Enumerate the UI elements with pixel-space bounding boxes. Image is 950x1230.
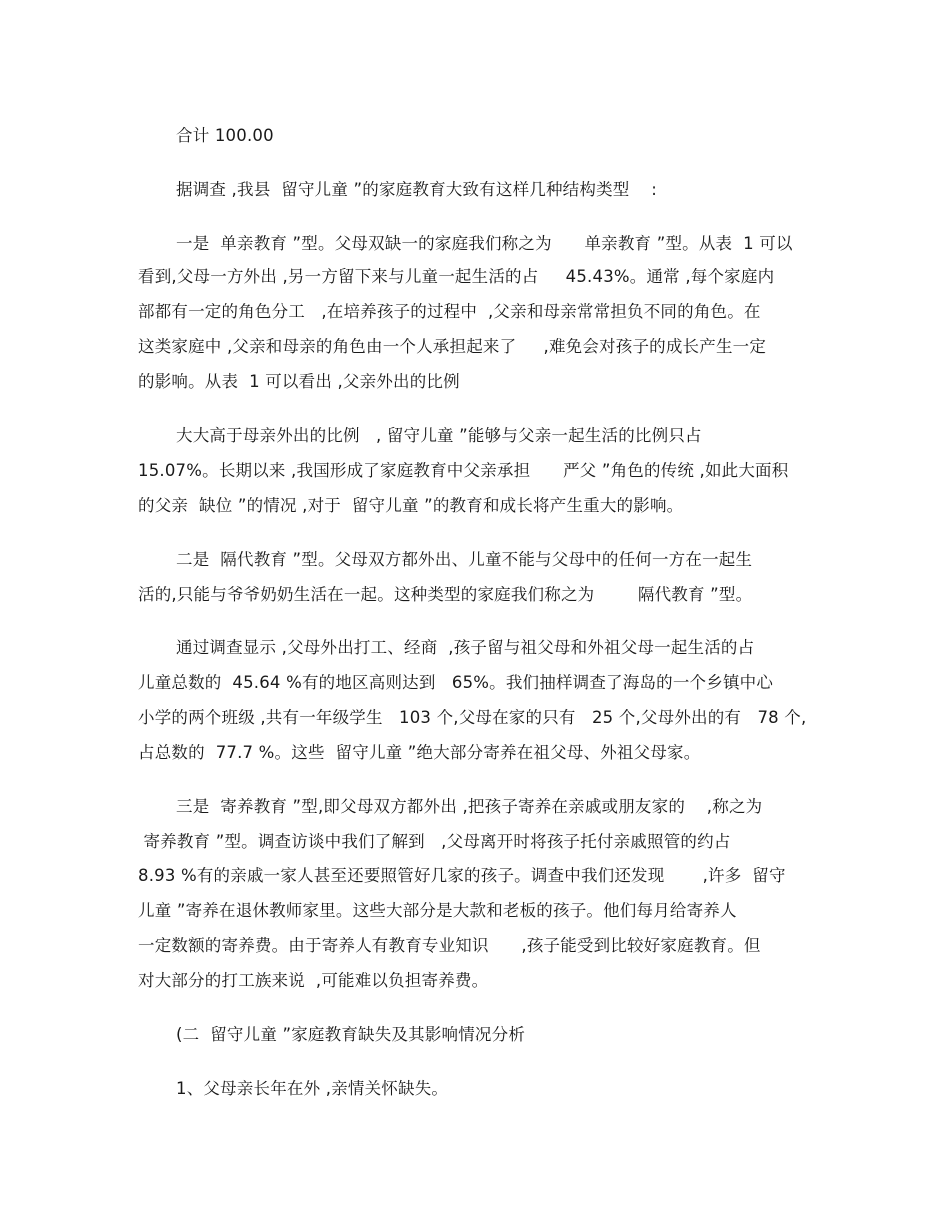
paragraph-line: 二是 隔代教育 ”型。父母双方都外出、儿童不能与父母中的任何一方在一起生 — [176, 550, 753, 569]
paragraph-line: 儿童总数的 45.64 %有的地区高则达到 65%。我们抽样调查了海岛的一个乡镇中心 — [138, 673, 774, 692]
paragraph-line: 对大部分的打工族来说 ,可能难以负担寄养费。 — [138, 971, 489, 990]
paragraph-line: 通过调查显示 ,父母外出打工、经商 ,孩子留与祖父母和外祖父母一起生活的占 — [176, 638, 755, 657]
paragraph-line: 儿童 ”寄养在退休教师家里。这些大部分是大款和老板的孩子。他们每月给寄养人 — [138, 901, 737, 920]
paragraph-line: 一是 单亲教育 ”型。父母双缺一的家庭我们称之为 单亲教育 ”型。从表 1 可以 — [176, 234, 793, 253]
paragraph-line: 活的,只能与爷爷奶奶生活在一起。这种类型的家庭我们称之为 隔代教育 ”型。 — [138, 585, 753, 604]
section-heading: (二 留守儿童 ”家庭教育缺失及其影响情况分析 — [176, 1025, 526, 1044]
paragraph-line: 三是 寄养教育 ”型,即父母双方都外出 ,把孩子寄养在亲戚或朋友家的 ,称之为 — [176, 797, 763, 816]
paragraph-line: 据调查 ,我县 留守儿童 ”的家庭教育大致有这样几种结构类型 : — [176, 180, 658, 199]
paragraph-line: 看到,父母一方外出 ,另一方留下来与儿童一起生活的占 45.43%。通常 ,每个家庭内 — [138, 267, 775, 286]
paragraph-line: 大大高于母亲外出的比例 , 留守儿童 ”能够与父亲一起生活的比例只占 — [176, 426, 702, 445]
total-line: 合计 100.00 — [176, 126, 274, 145]
paragraph-line: 15.07%。长期以来 ,我国形成了家庭教育中父亲承担 严父 ”角色的传统 ,如此大面积 — [138, 461, 789, 480]
paragraph-line: 这类家庭中 ,父亲和母亲的角色由一个人承担起来了 ,难免会对孩子的成长产生一定 — [138, 337, 767, 356]
paragraph-line: 8.93 %有的亲戚一家人甚至还要照管好几家的孩子。调查中我们还发现 ,许多 留守 — [138, 866, 786, 885]
subsection-heading: 1、父母亲长年在外 ,亲情关怀缺失。 — [176, 1079, 449, 1098]
paragraph-line: 的父亲 缺位 ”的情况 ,对于 留守儿童 ”的教育和成长将产生重大的影响。 — [138, 496, 684, 515]
paragraph-line: 的影响。从表 1 可以看出 ,父亲外出的比例 — [138, 372, 460, 391]
paragraph-line: 寄养教育 ”型。调查访谈中我们了解到 ,父母离开时将孩子托付亲戚照管的约占 — [138, 832, 731, 851]
paragraph-line: 占总数的 77.7 %。这些 留守儿童 ”绝大部分寄养在祖父母、外祖父母家。 — [138, 743, 701, 762]
paragraph-line: 小学的两个班级 ,共有一年级学生 103 个,父母在家的只有 25 个,父母外出的有 78 个, — [138, 708, 807, 727]
paragraph-line: 部都有一定的角色分工 ,在培养孩子的过程中 ,父亲和母亲常常担负不同的角色。在 — [138, 302, 761, 321]
paragraph-line: 一定数额的寄养费。由于寄养人有教育专业知识 ,孩子能受到比较好家庭教育。但 — [138, 936, 761, 955]
